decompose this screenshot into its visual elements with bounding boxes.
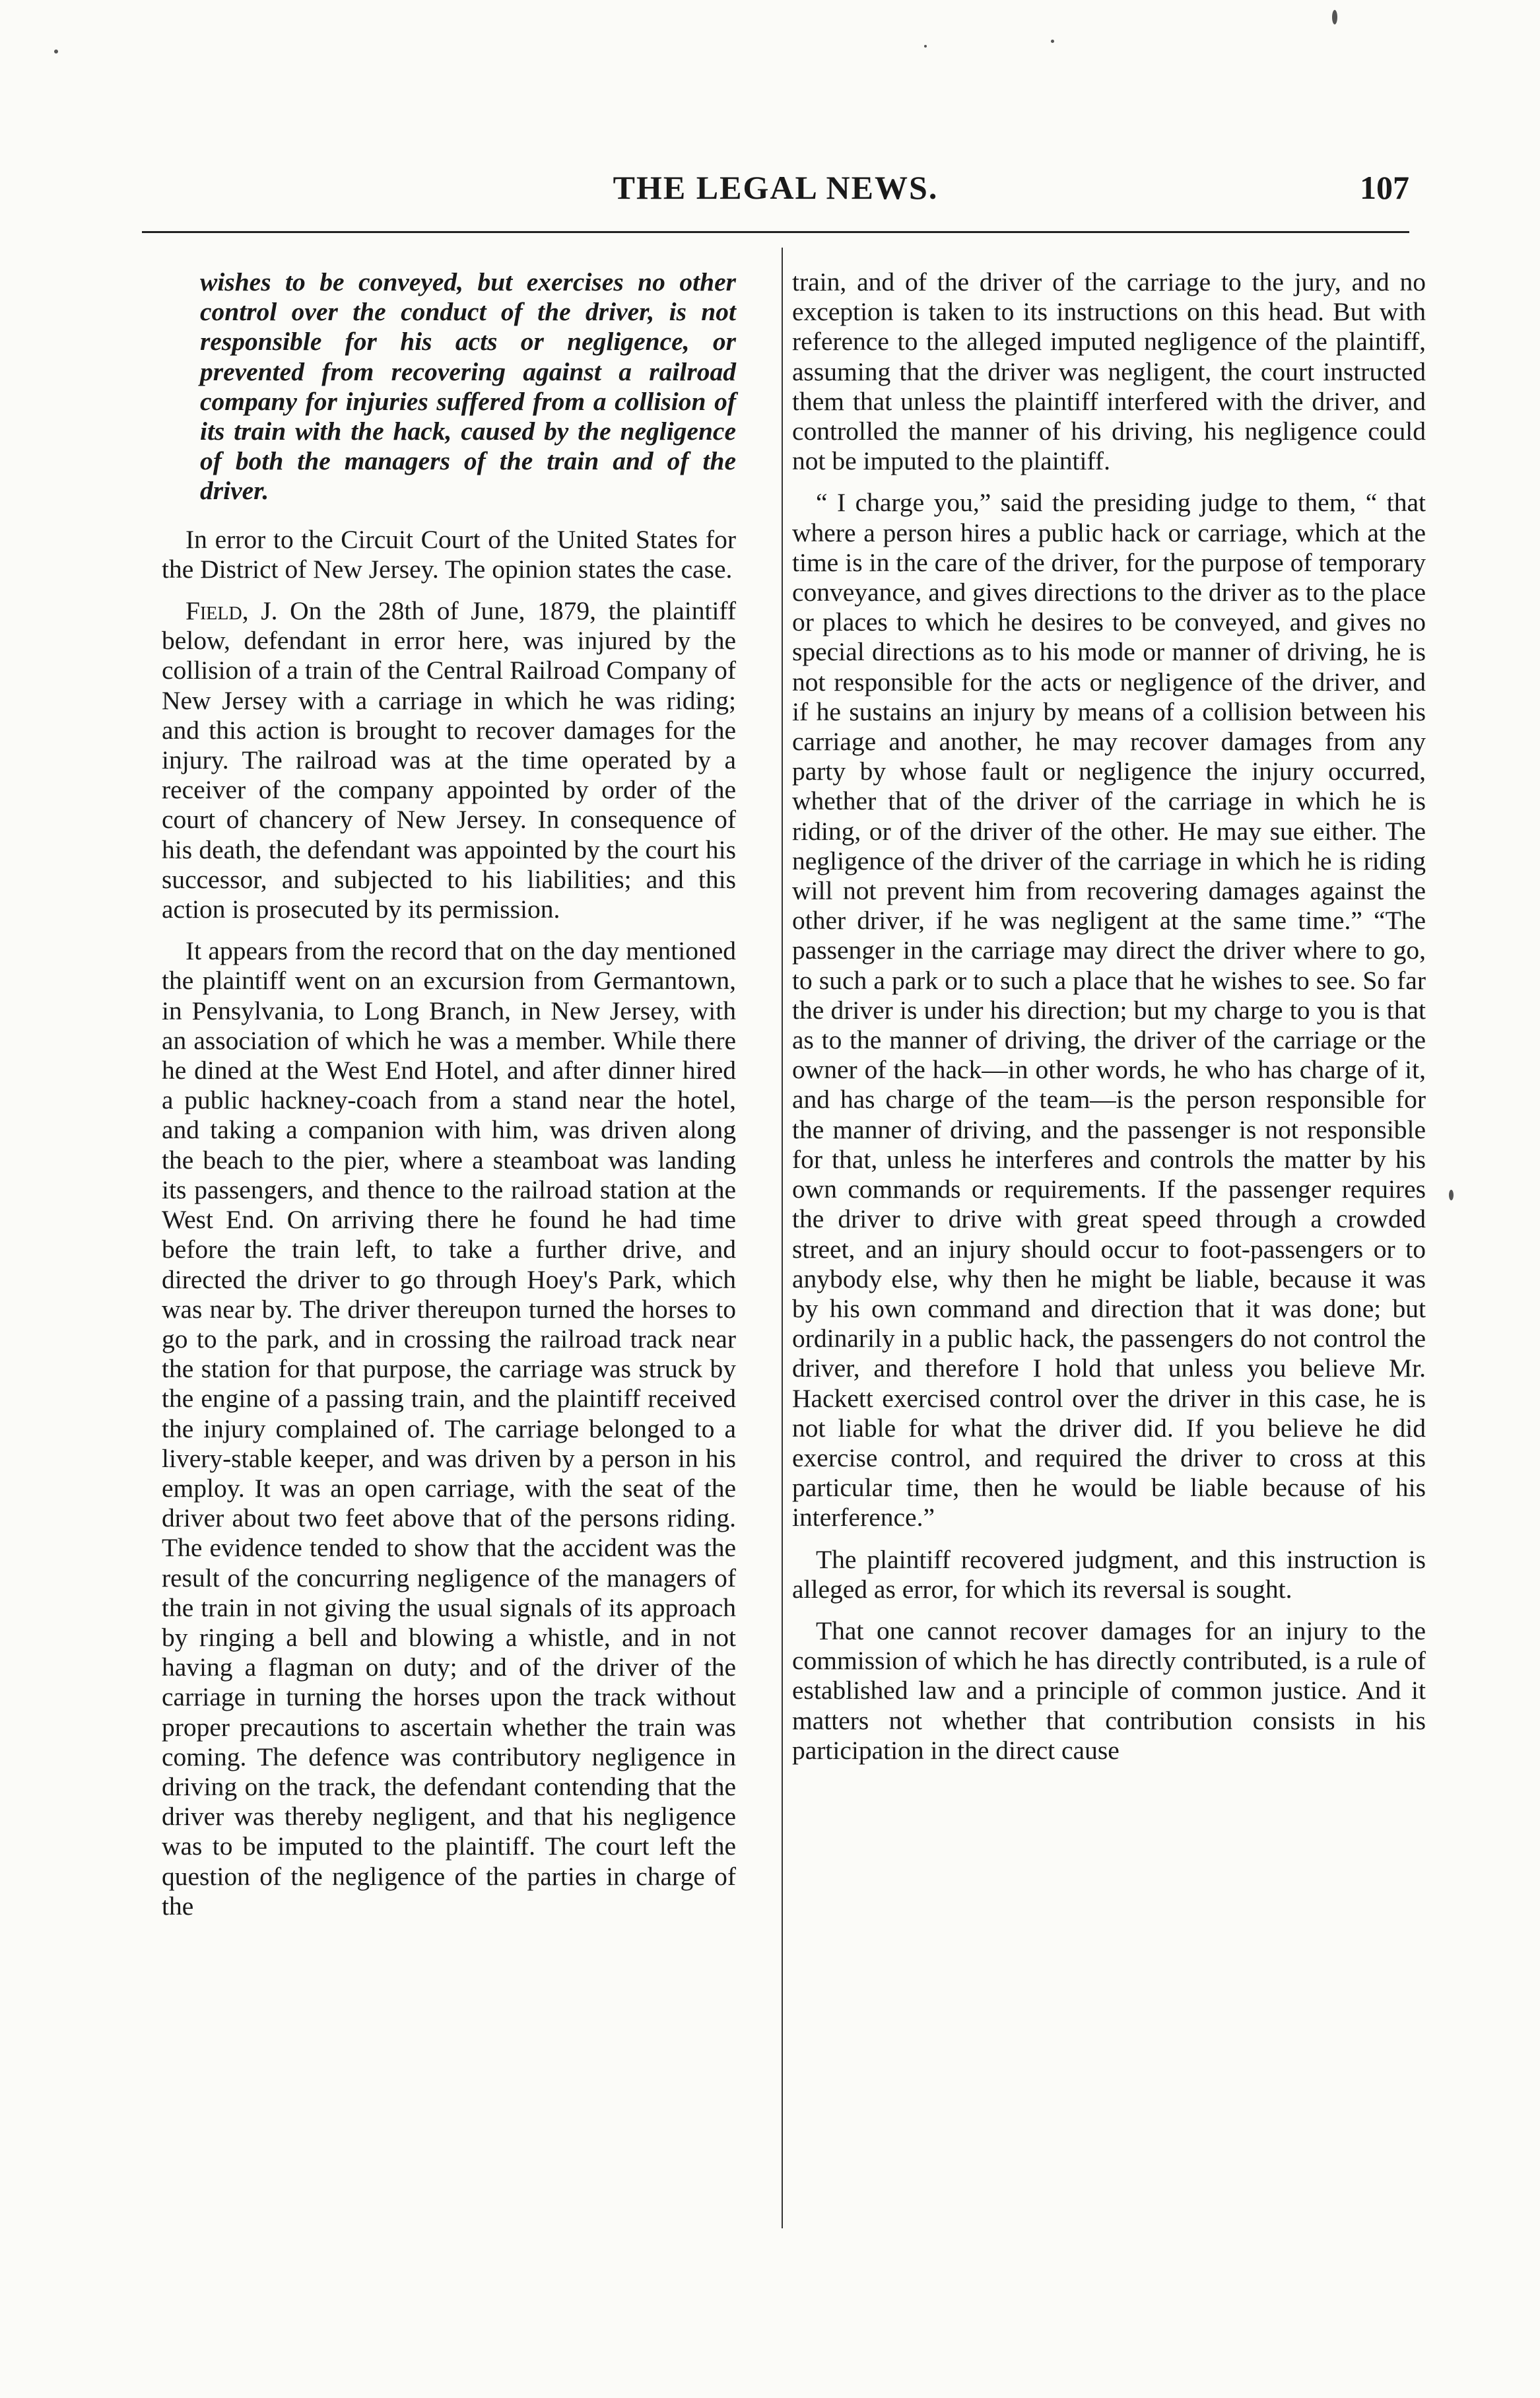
scan-speck [1449, 1190, 1454, 1200]
continued-paragraph: train, and of the driver of the carriage to the jury, and no exception is taken to its instructions on this head. But with reference to the alleged imputed negligence of the plaintiff, assuming that the driver was negligent, the court instructed them that unless the plaintiff interfered with the driver, and controlled the manner of his driving, his negligence could not be imputed to the plaintiff. [792, 267, 1426, 476]
facts-paragraph: It appears from the record that on the day mentioned the plaintiff went on an excursion from Germantown, in Pensylvania, to Long Branch, in New Jersey, with an association of which he was a member. While there he dined at the West End Hotel, and after dinner hired a public hackney-coach from a stand near the hotel, and taking a companion with him, was driven along the beach to the pier, where a steamboat was landing its passengers, and thence to the railroad station at the West End. On arriving there he found he had time before the train left, to take a further drive, and directed the driver to go through Hoey's Park, which was near by. The driver thereupon turned the horses to go to the park, and in crossing the railroad track near the station for that purpose, the carriage was struck by the engine of a passing train, and the plaintiff received the injury complained of. The carriage belonged to a livery-stable keeper, and was driven by a person in his employ. It was an open carriage, with the seat of the driver about two feet above that of the persons riding. The evidence tended to show that the accident was the result of the concurring negligence of the managers of the train in not giving the usual signals of its approach by ringing a bell and blowing a whistle, and in not having a flagman on duty; and of the driver of the carriage in turning the horses upon the track without proper precautions to ascertain whether the train was coming. The defence was contributory negligence in driving on the track, the defendant contending that the driver was thereby negligent, and that his negligence was to be imputed to the plaintiff. The court left the question of the negligence of the parties in charge of the [162, 936, 736, 1921]
scan-speck [1332, 10, 1337, 24]
opinion-opening-text: On the 28th of June, 1879, the plaintiff below, defendant in error here, was injured by the collision of a train of the Central Railroad Company of New Jersey with a carriage in which he was riding; and this action is brought to recover damages for the injury. The railroad was at the time operated by a receiver of the company appointed by order of the court of chancery of New Jersey. In consequence of his death, the defendant was appointed by the court his successor, and subjected to his liabilities; and this action is prosecuted by its permission. [162, 596, 737, 924]
procedural-paragraph: In error to the Circuit Court of the United States for the District of New Jersey. The opinion states the case. [162, 524, 736, 584]
header-rule [142, 231, 1409, 233]
scan-speck [1051, 40, 1054, 43]
right-column [792, 267, 1426, 1777]
judge-name: Field, J. [185, 596, 278, 626]
syllabus-paragraph: wishes to be conveyed, but exercises no other control over the conduct of the driver, is not responsible for his acts or negligence, or prevented from recovering against a railroad company for injuries suffered from a collision of its train with the hack, caused by the negligence of both the managers of the train and of the driver. [200, 267, 736, 506]
running-title: THE LEGAL NEWS. [613, 169, 939, 206]
scan-speck [54, 50, 58, 53]
judgment-paragraph: The plaintiff recovered judgment, and this instruction is alleged as error, for which its reversal is sought. [792, 1544, 1426, 1604]
page-number: 107 [1360, 169, 1409, 206]
column-divider [782, 248, 783, 2228]
scan-speck [924, 45, 927, 48]
left-column [162, 267, 736, 1933]
opinion-opening-paragraph [162, 596, 736, 924]
page-header [142, 168, 1409, 215]
jury-charge-paragraph: “ I charge you,” said the presiding judge to them, “ that where a person hires a public hack or carriage, which at the time is in the care of the driver, for the purpose of temporary conveyance, and gives directions to the driver as to the place or places to which he desires to be conveyed, and gives no special directions as to his mode or manner of driving, he is not responsible for the acts or negligence of the driver, and if he sustains an injury by means of a collision between his carriage and another, he may recover damages from any party by whose fault or negligence the injury occurred, whether that of the driver of the carriage in which he is riding, or of the driver of the other. He may sue either. The negligence of the driver of the carriage in which he is riding will not prevent him from recovering damages against the other driver, if he was negligent at the same time.” “The passenger in the carriage may direct the driver where to go, to such a park or to such a place that he wishes to see. So far the driver is under his direction; but my charge to you is that as to the manner of driving, the driver of the carriage or the owner of the hack—in other words, he who has charge of it, and has charge of the team—is the person responsible for the manner of driving, and the passenger is not responsible for that, unless he interferes and controls the matter by his own commands or requirements. If the passenger requires the driver to drive with great speed through a crowded street, and an injury should occur to foot-passengers or to anybody else, why then he might be liable, because it was by his own command and direction that it was done; but ordinarily in a public hack, the passengers do not control the driver, and therefore I hold that unless you believe Mr. Hackett exercised control over the driver in this case, he is not liable for what the driver did. If you believe he did exercise control, and required the driver to cross at this particular time, then he would be liable because of his interference.” [792, 488, 1426, 1532]
contributory-negligence-paragraph: That one cannot recover damages for an injury to the commission of which he has directly contributed, is a rule of established law and a principle of common justice. And it matters not whether that contribution consists in his participation in the direct cause [792, 1616, 1426, 1765]
